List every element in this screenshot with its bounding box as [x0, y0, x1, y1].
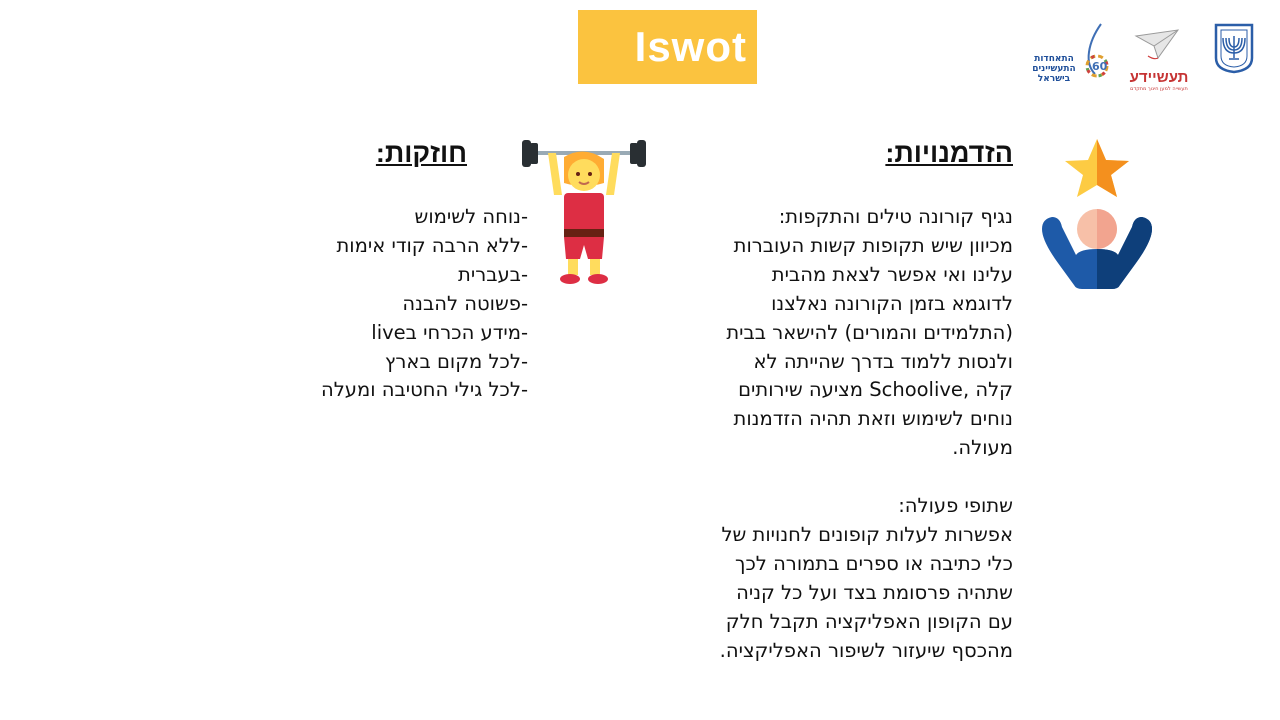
taasiyeda-tagline: תעשייה למען חינוך מתקדם: [1130, 86, 1188, 92]
strengths-item: -מידע הכרחי בlive: [371, 320, 528, 344]
strengths-item: -בעברית: [458, 262, 528, 286]
manufacturers-line1: התאחדות: [1034, 54, 1074, 64]
opportunities-text: [673, 203, 1013, 665]
manufacturers-association-logo: [1028, 22, 1113, 86]
svg-text:60: 60: [1092, 60, 1108, 73]
opportunities-line: נגיף קורונה טילים והתקפות:: [778, 205, 1013, 228]
strengths-item: -נוחה לשימוש: [414, 205, 528, 228]
paragraph-gap: [673, 463, 1013, 492]
slide-title: Iswot: [634, 23, 747, 70]
strengths-item: -ללא הרבה קודי אימות: [336, 233, 528, 257]
taasiyeda-name: תעשיידע: [1129, 69, 1189, 86]
sixty-emblem-icon: [1077, 22, 1113, 84]
opportunities-line: ולנסות ללמוד בדרך שהייתה לא: [753, 349, 1013, 373]
opportunities-line: עם הקופון האפליקציה תקבל חלק: [725, 609, 1013, 633]
strengths-item: -לכל מקום בארץ: [384, 349, 528, 373]
opportunities-line: מעולה.: [952, 436, 1013, 460]
manufacturers-line3: בישראל: [1037, 74, 1071, 84]
weightlifter-icon: [520, 137, 648, 285]
opportunities-line: קלה ,Schoolive מציעה שירותים: [738, 378, 1013, 402]
paper-plane-icon: [1128, 26, 1190, 66]
opportunities-line: מהכסף שיעזור לשיפור האפליקציה.: [719, 638, 1013, 662]
title-box: [578, 10, 757, 84]
opportunities-line: נוחים לשימוש וזאת תהיה הזדמנות: [733, 407, 1013, 431]
opportunities-line: (התלמידים והמורים) להישאר בבית: [726, 320, 1013, 344]
opportunities-line: מכיוון שיש תקופות קשות העוברות: [733, 233, 1013, 257]
opportunities-line: אפשרות לעלות קופונים לחנויות של: [721, 522, 1013, 546]
opportunities-line: לדוגמא בזמן הקורונה נאלצנו: [771, 291, 1013, 315]
opportunities-line: שתהיה פרסומת בצד ועל כל קניה: [736, 580, 1013, 604]
strengths-item: -לכל גילי החטיבה ומעלה: [320, 378, 528, 402]
person-with-star-icon: [1040, 137, 1156, 289]
opportunities-line: כלי כתיבה או ספרים בתמורה לכך: [735, 551, 1013, 575]
opportunities-line: שתופי פעולה:: [898, 494, 1013, 518]
opportunities-heading: הזדמנויות:: [885, 138, 1013, 168]
taasiyeda-logo: [1128, 26, 1190, 90]
strengths-heading: חוזקות:: [375, 138, 467, 168]
opportunities-line: עלינו ואי אפשר לצאת מהבית: [771, 262, 1013, 286]
strengths-list: [268, 203, 528, 405]
manufacturers-line2: התעשיינים: [1032, 64, 1076, 74]
israel-emblem-logo: [1213, 22, 1255, 74]
strengths-item: -פשוטה להבנה: [402, 291, 528, 315]
